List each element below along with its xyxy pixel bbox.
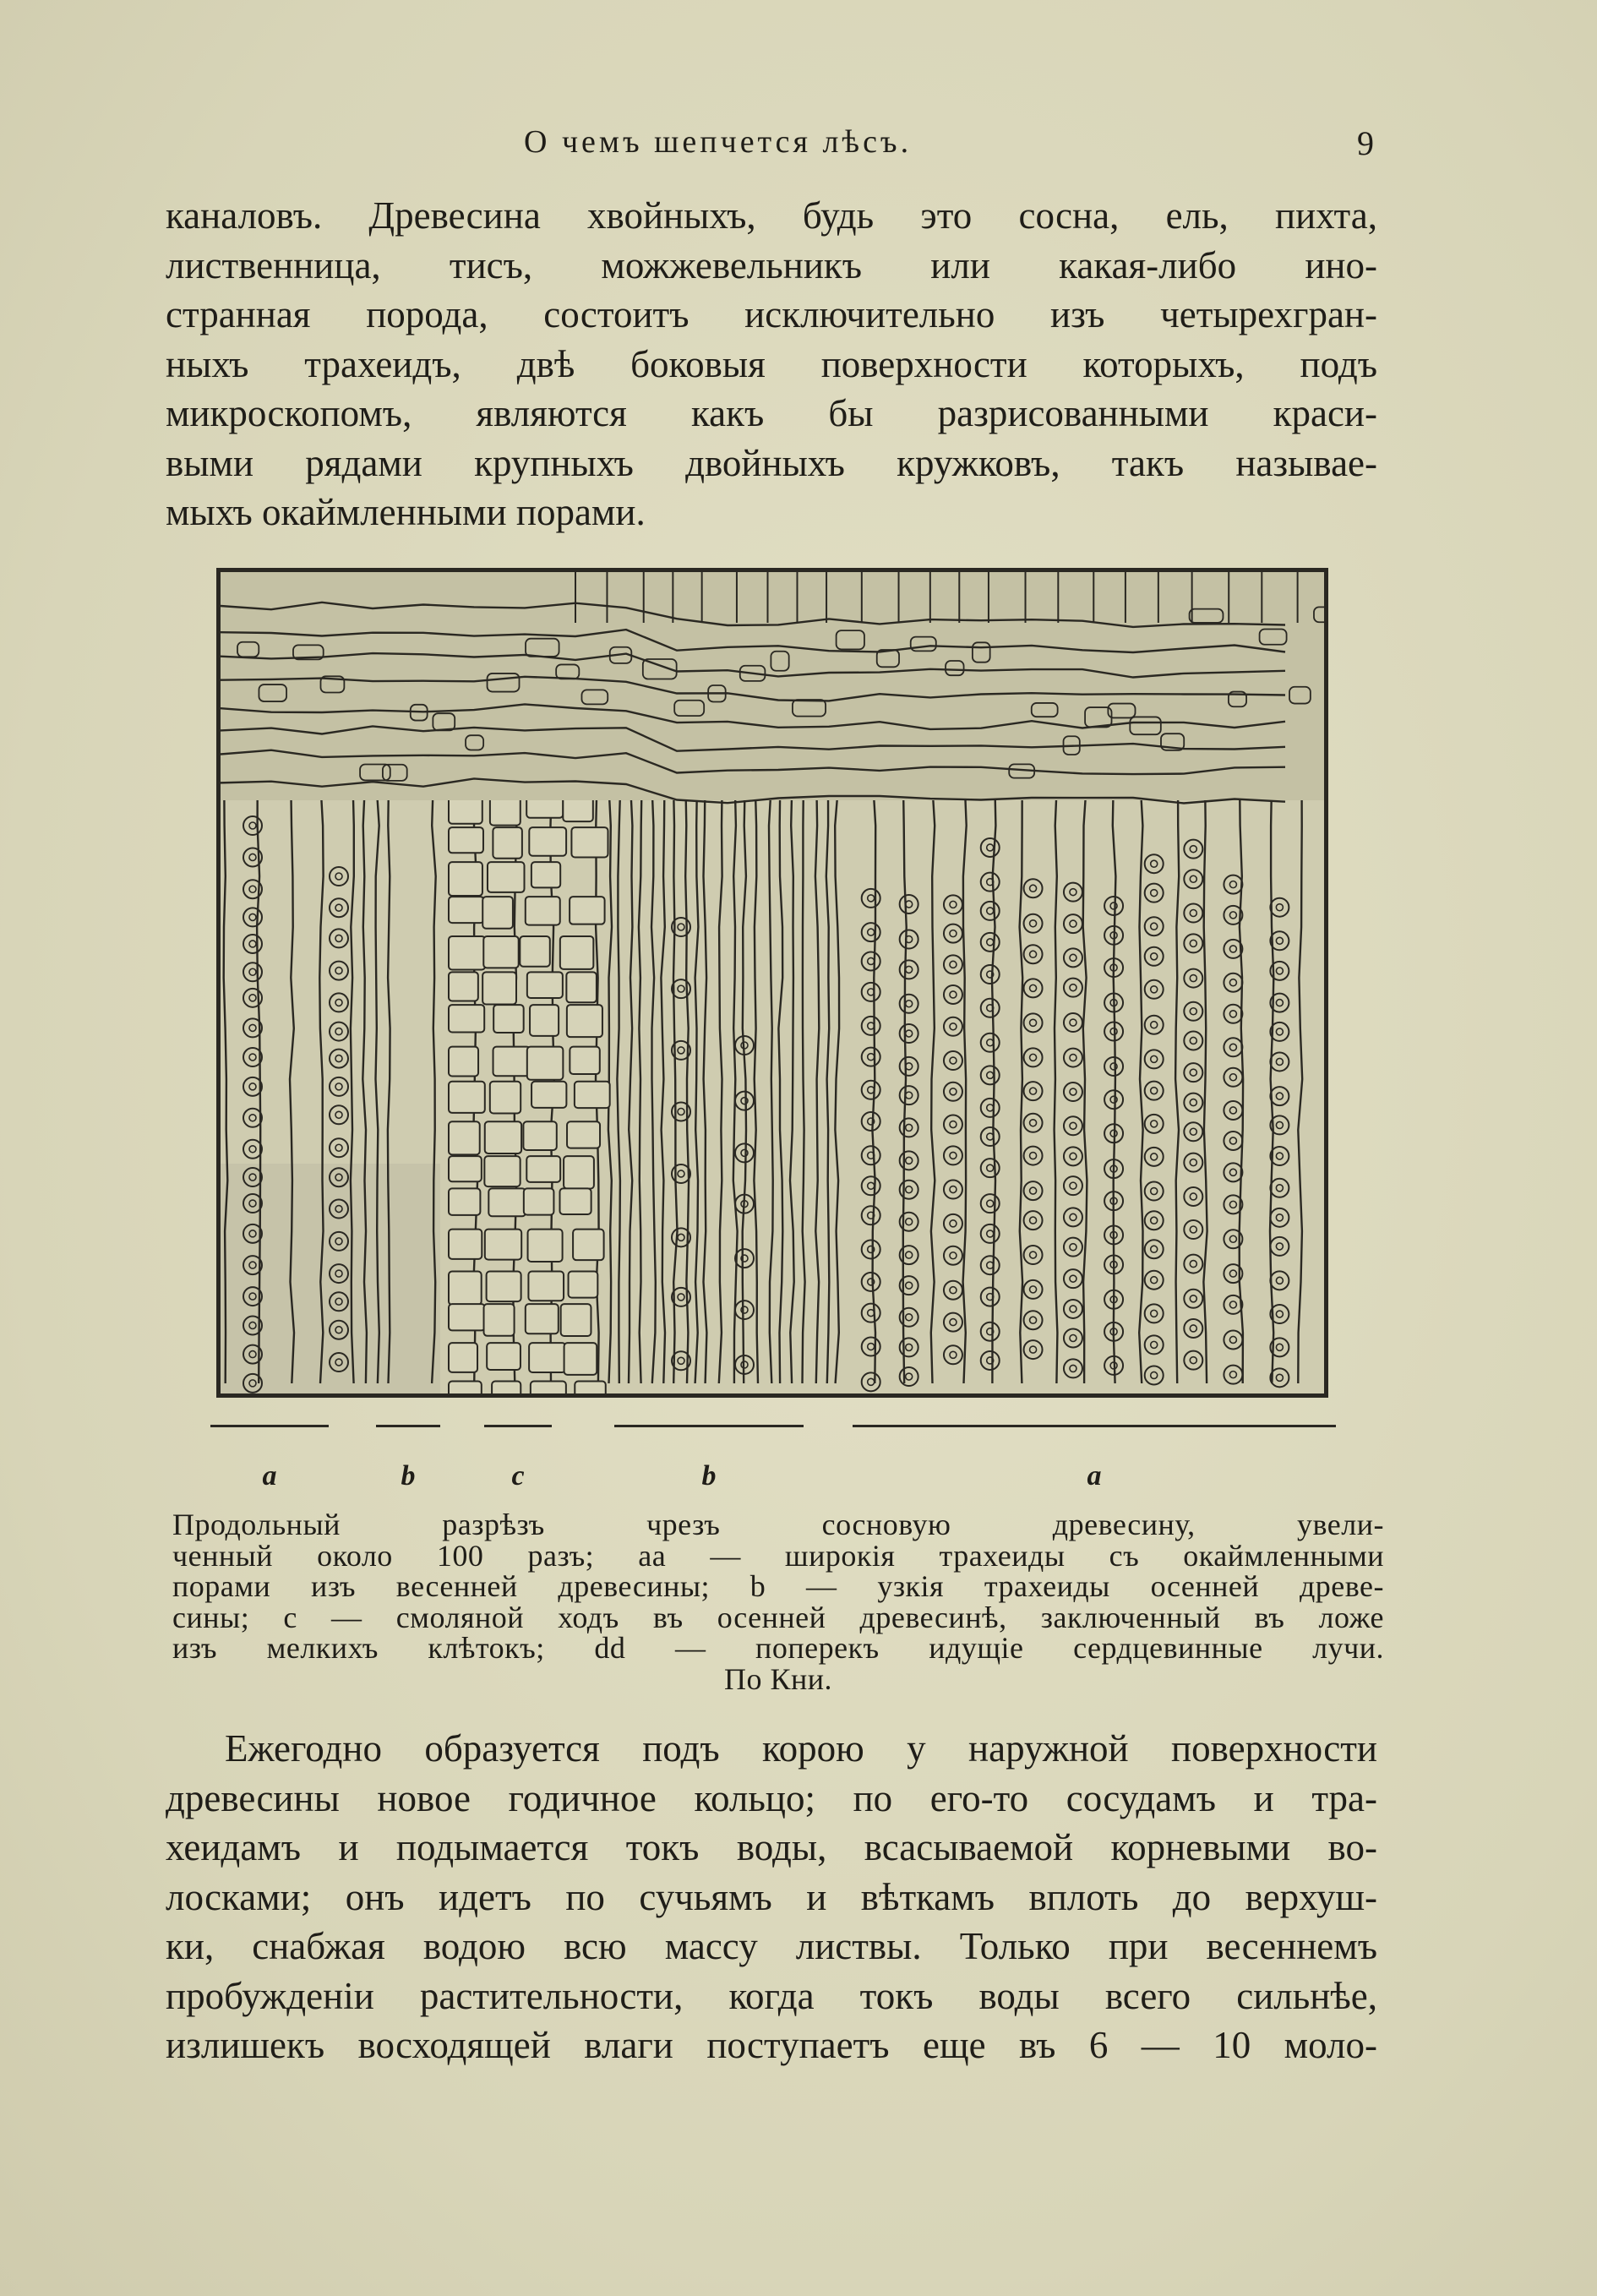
caption-credit: По Кни.	[723, 1661, 833, 1696]
wood-section-illustration	[216, 568, 1328, 1398]
caption-line: изъ мелкихъ клѣтокъ; dd — поперекъ идущіе сердцевинные лучи.	[172, 1631, 1384, 1665]
text-line: древесины новое годичное кольцо; по его-то сосудамъ и тра-	[166, 1776, 1377, 1819]
running-head	[169, 123, 1377, 166]
text-line: микроскопомъ, являются какъ бы разрисованными краси-	[166, 392, 1377, 434]
page-number: 9	[1357, 124, 1377, 162]
figure-label-c: c	[511, 1460, 525, 1492]
text-line: ки, снабжая водою всю массу листвы. Только при весеннемъ	[166, 1925, 1377, 1967]
label-brace	[853, 1425, 1336, 1439]
text-line: пробужденіи растительности, когда токъ воды всего сильнѣе,	[166, 1974, 1377, 2017]
text-line: каналовъ. Древесина хвойныхъ, будь это сосна, ель, пихта,	[166, 194, 1377, 237]
paragraph-2	[166, 1724, 1377, 2070]
figure-labels	[207, 1425, 1339, 1492]
label-brace	[484, 1425, 552, 1439]
caption-line: сины; c — смоляной ходъ въ осенней древесинѣ, заключенный въ ложе	[172, 1600, 1384, 1634]
figure-label-a: a	[1087, 1460, 1102, 1492]
text-line: хеидамъ и подымается токъ воды, всасываемой корневыми во-	[166, 1826, 1377, 1868]
paragraph-1	[166, 191, 1377, 537]
text-line: лосками; онъ идетъ по сучьямъ и вѣткамъ вплоть до верхуш-	[166, 1875, 1377, 1918]
figure-label-b: b	[401, 1460, 416, 1492]
text-line: странная порода, состоитъ исключительно изъ четырехгран-	[166, 293, 1377, 335]
wood-section-drawing	[221, 572, 1324, 1393]
figure-caption	[172, 1509, 1384, 1694]
text-line: выми рядами крупныхъ двойныхъ кружковъ, такъ называе-	[166, 441, 1377, 484]
running-head-title: О чемъ шепчется лѣсъ.	[524, 124, 913, 160]
text-line: ныхъ трахеидъ, двѣ боковыя поверхности которыхъ, подъ	[166, 342, 1377, 385]
label-brace	[614, 1425, 804, 1439]
caption-line: порами изъ весенней древесины; b — узкія трахеиды осенней древе-	[172, 1569, 1384, 1603]
label-brace	[210, 1425, 329, 1439]
text-line: Ежегодно образуется подъ корою у наружной поверхности	[225, 1727, 1377, 1770]
text-line: излишекъ восходящей влаги поступаетъ еще въ 6 — 10 моло-	[166, 2024, 1377, 2066]
caption-line: ченный около 100 разъ; aa — широкія трахеиды съ окаймленными	[172, 1538, 1384, 1573]
label-brace	[376, 1425, 440, 1439]
text-line: лиственница, тисъ, можжевельникъ или какая-либо ино-	[166, 243, 1377, 286]
figure-label-b: b	[701, 1460, 717, 1492]
text-line: мыхъ окаймленными порами.	[166, 491, 646, 533]
figure-label-a: a	[262, 1460, 277, 1492]
caption-line: Продольный разрѣзъ чрезъ сосновую древесину, увели-	[172, 1508, 1384, 1541]
